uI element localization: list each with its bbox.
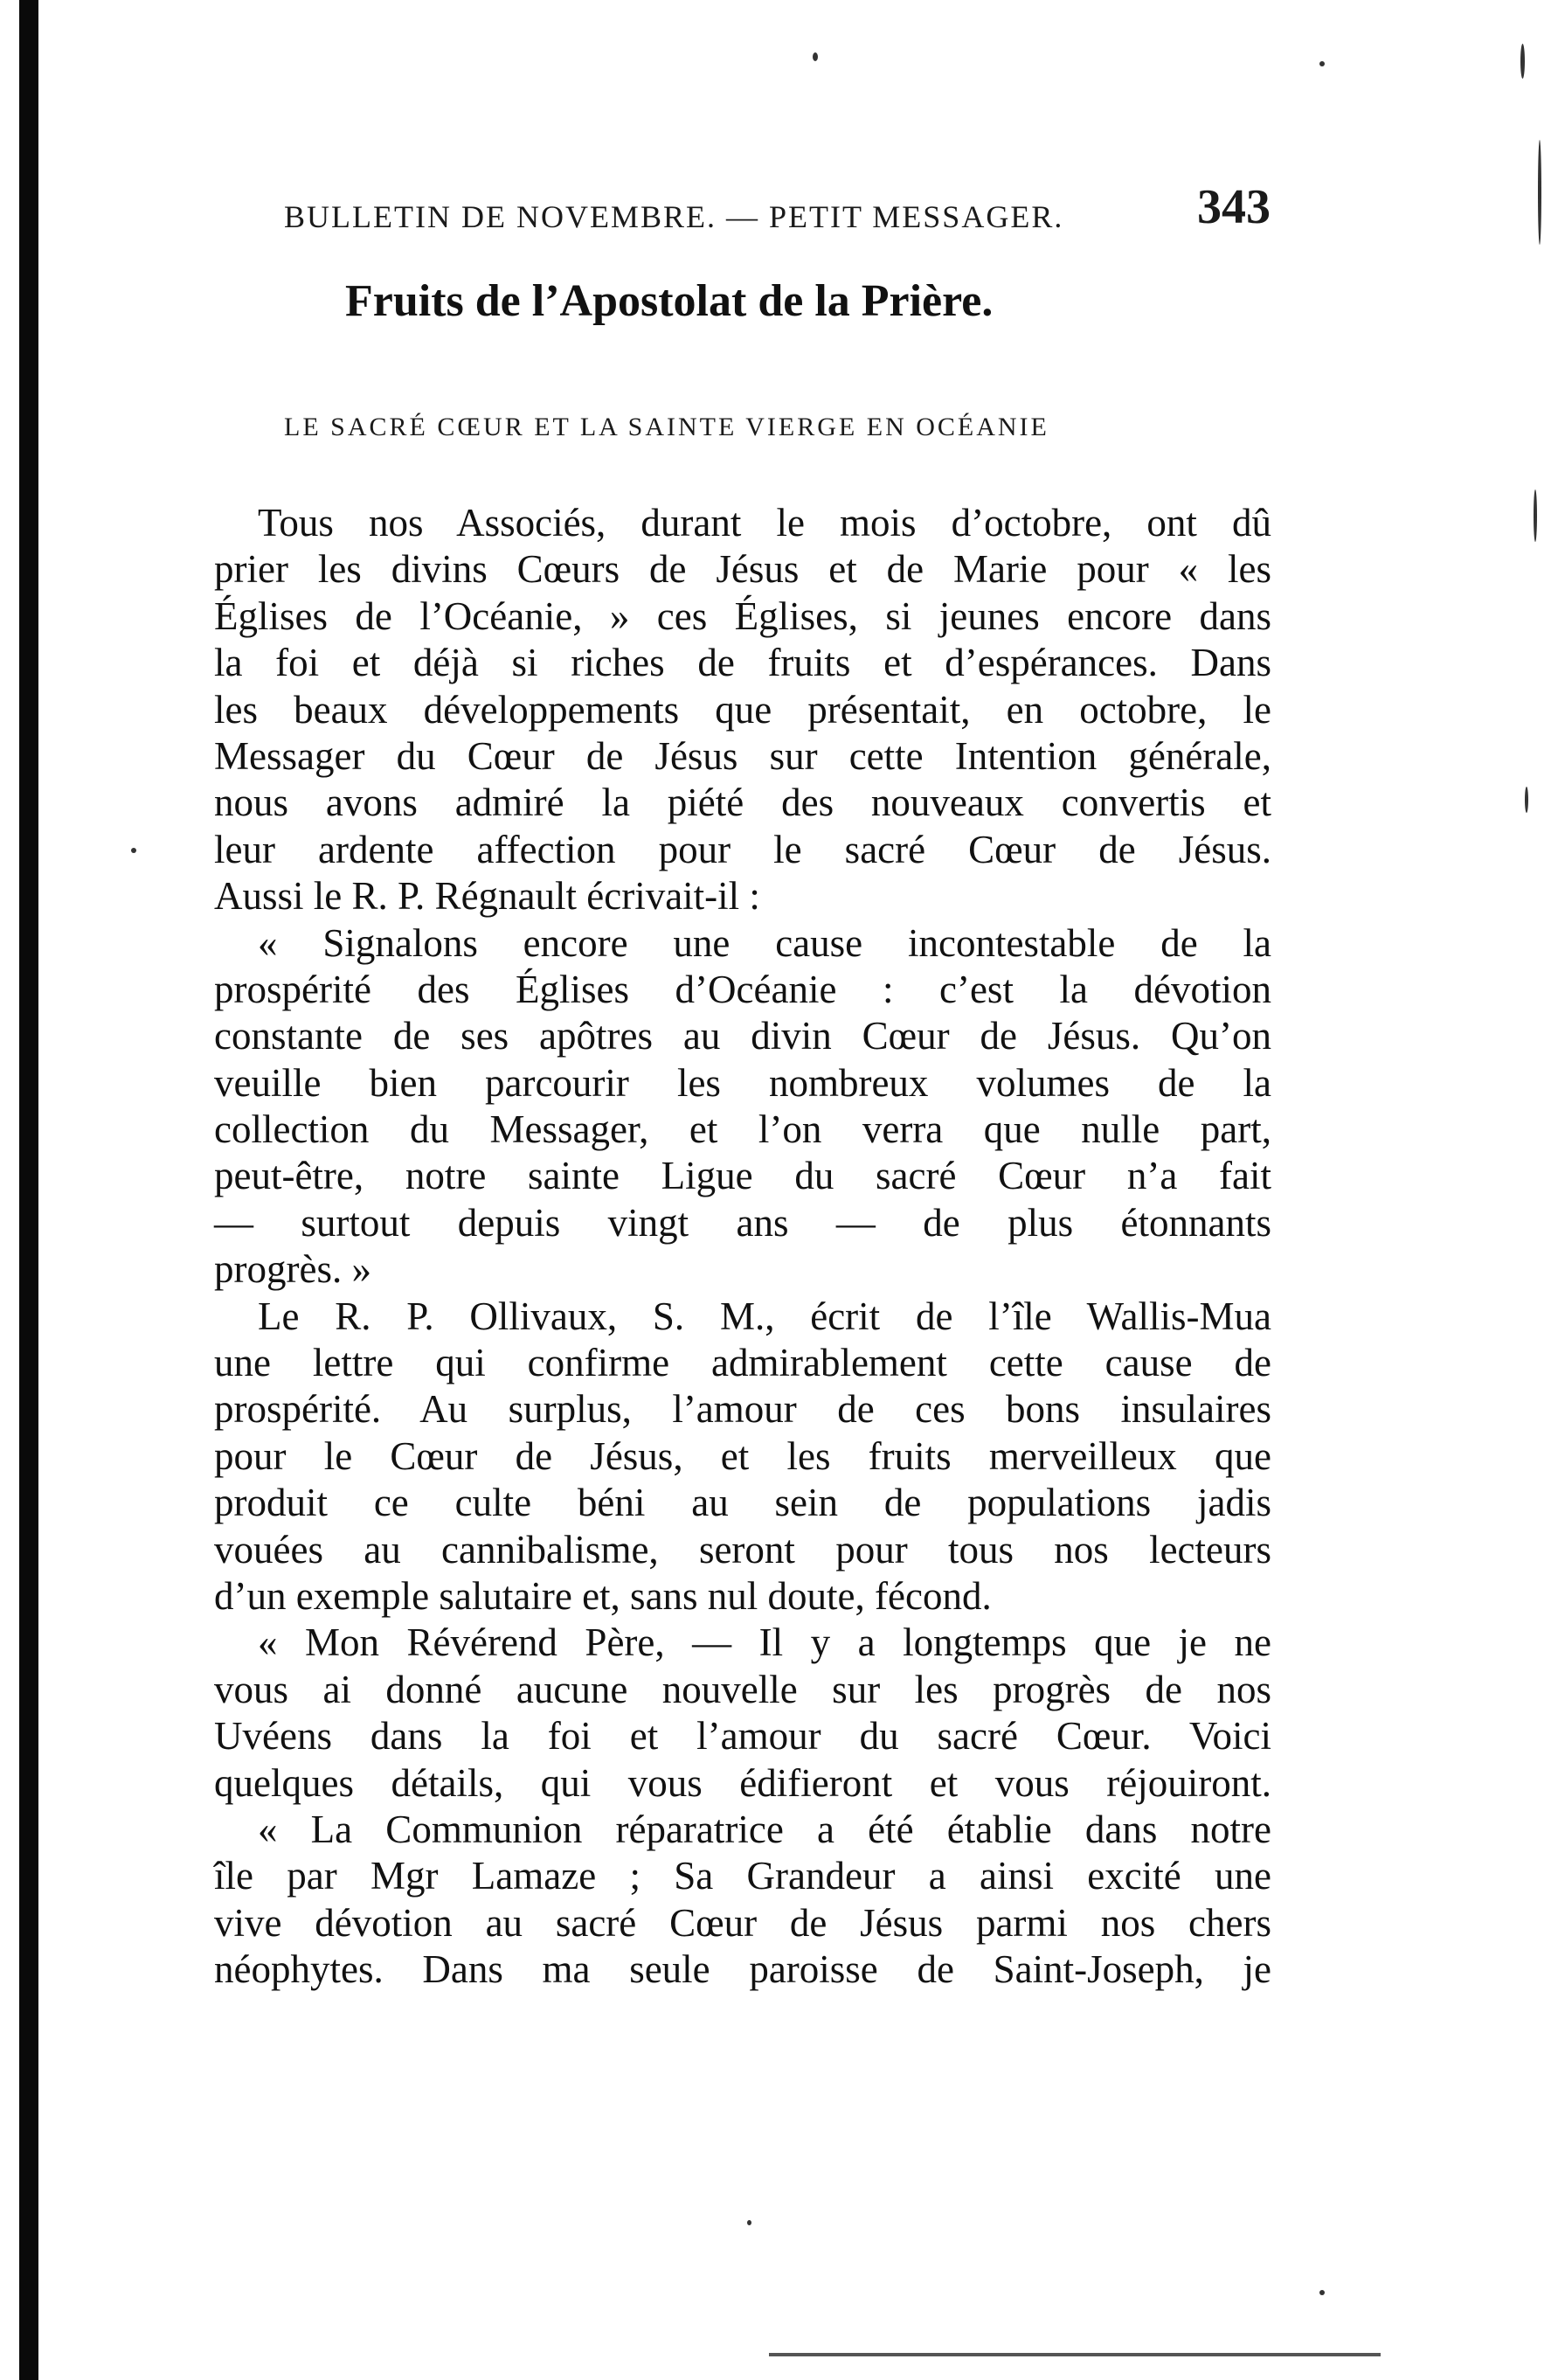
paragraph xyxy=(214,1620,1271,1807)
text-line: les beaux développements que présentait, en octobre, le xyxy=(214,687,1271,732)
paragraph xyxy=(214,1294,1271,1620)
text-line: « Mon Révérend Père, — Il y a longtemps que je ne xyxy=(258,1620,1271,1665)
text-line: pour le Cœur de Jésus, et les fruits merveilleux que xyxy=(214,1433,1271,1478)
text-line: leur ardente affection pour le sacré Cœur de Jésus. xyxy=(214,827,1271,871)
text-line: collection du Messager, et l’on verra que nulle part, xyxy=(214,1107,1271,1152)
text-line: une lettre qui confirme admirablement cette cause de xyxy=(214,1341,1271,1385)
text-line: néophytes. Dans ma seule paroisse de Saint-Joseph, je xyxy=(214,1947,1271,1992)
text-line: vous ai donné aucune nouvelle sur les progrès de nos xyxy=(214,1667,1271,1711)
text-line: quelques détails, qui vous édifieront et vous réjouiront. xyxy=(214,1760,1271,1805)
text-line: île par Mgr Lamaze ; Sa Grandeur a ainsi excité une xyxy=(214,1854,1271,1898)
binding-edge xyxy=(19,0,38,2380)
page-number: 343 xyxy=(1197,180,1271,234)
text-line: progrès. » xyxy=(214,1247,371,1292)
text-line: vouées au cannibalisme, seront pour tous nos lecteurs xyxy=(214,1527,1271,1572)
text-line: « La Communion réparatrice a été établie dans notre xyxy=(258,1807,1271,1851)
text-line: Le R. P. Ollivaux, S. M., écrit de l’île Wallis-Mua xyxy=(258,1294,1271,1338)
text-line: veuille bien parcourir les nombreux volumes de la xyxy=(214,1060,1271,1105)
article-subtitle: LE SACRÉ CŒUR ET LA SAINTE VIERGE EN OCÉANIE xyxy=(284,413,1049,441)
article-title: Fruits de l’Apostolat de la Prière. xyxy=(345,276,994,326)
text-line: prospérité. Au surplus, l’amour de ces bons insulaires xyxy=(214,1387,1271,1432)
text-line: Messager du Cœur de Jésus sur cette Intention générale, xyxy=(214,733,1271,778)
text-line: constante de ses apôtres au divin Cœur de Jésus. Qu’on xyxy=(214,1014,1271,1058)
paragraph xyxy=(214,1807,1271,1994)
text-line: la foi et déjà si riches de fruits et d’espérances. Dans xyxy=(214,641,1271,685)
paragraph xyxy=(214,500,1271,920)
text-line: Tous nos Associés, durant le mois d’octobre, ont dû xyxy=(258,501,1271,545)
text-line: Églises de l’Océanie, » ces Églises, si jeunes encore dans xyxy=(214,593,1271,638)
text-line: d’un exemple salutaire et, sans nul doute, fécond. xyxy=(214,1573,992,1618)
page-header xyxy=(284,179,1341,240)
text-line: produit ce culte béni au sein de populations jadis xyxy=(214,1481,1271,1525)
text-line: prier les divins Cœurs de Jésus et de Marie pour « les xyxy=(214,547,1271,592)
running-head: BULLETIN DE NOVEMBRE. — PETIT MESSAGER. xyxy=(284,199,1064,234)
text-line: peut-être, notre sainte Ligue du sacré Cœur n’a fait xyxy=(214,1154,1271,1198)
text-line: vive dévotion au sacré Cœur de Jésus parmi nos chers xyxy=(214,1900,1271,1945)
text-line: nous avons admiré la piété des nouveaux convertis et xyxy=(214,781,1271,825)
text-line: Aussi le R. P. Régnault écrivait-il : xyxy=(214,874,760,919)
text-line: Uvéens dans la foi et l’amour du sacré Cœur. Voici xyxy=(214,1714,1271,1759)
text-line: — surtout depuis vingt ans — de plus étonnants xyxy=(214,1200,1271,1245)
article-body xyxy=(214,500,1271,1994)
text-line: prospérité des Églises d’Océanie : c’est la dévotion xyxy=(214,967,1271,1011)
paragraph xyxy=(214,920,1271,1294)
text-line: « Signalons encore une cause incontestable de la xyxy=(258,920,1271,965)
footer-rule xyxy=(769,2353,1381,2356)
